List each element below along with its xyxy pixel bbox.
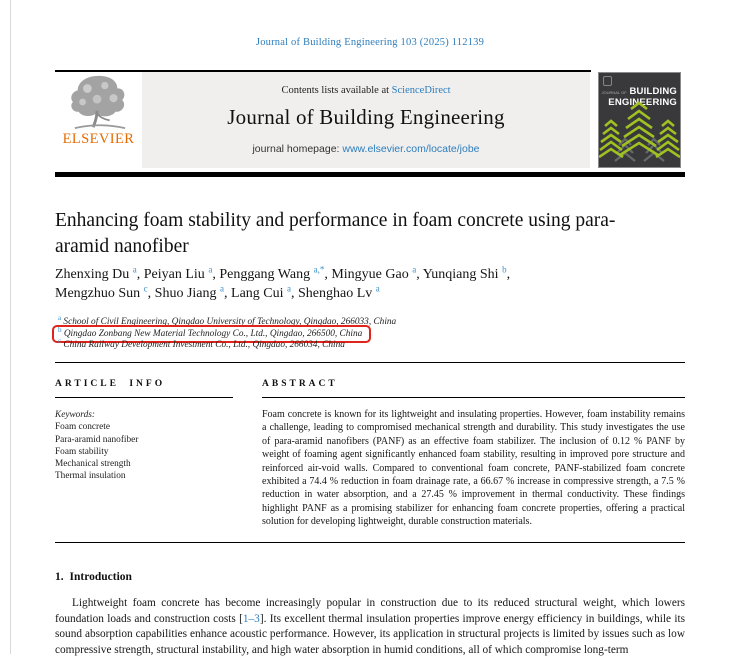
affiliation: $^b$ Qingdao Zonbang New Material Technology Co., Ltd., Qingdao, 266500, China	[56, 329, 398, 341]
author-name: Penggang Wang $^{a,*}$,	[219, 264, 332, 282]
keyword: Para-aramid nanofiber	[55, 434, 139, 445]
author-name: Shenghao Lv $^a$	[298, 283, 380, 301]
article-title: Enhancing foam stability and performance in foam concrete using para-aramid nanofiber	[55, 210, 616, 257]
journal-cover-thumbnail	[598, 72, 681, 168]
reference-link[interactable]: 1–3	[242, 612, 260, 625]
page-edge-divider	[10, 0, 11, 654]
homepage-prefix: journal homepage:	[252, 143, 343, 155]
article-info-section	[55, 379, 233, 483]
keyword: Thermal insulation	[55, 471, 126, 482]
abstract-bottom-rule	[55, 542, 685, 543]
elsevier-logo[interactable]	[55, 73, 142, 169]
sciencedirect-link[interactable]: ScienceDirect	[391, 85, 451, 96]
keyword-list	[55, 421, 233, 482]
author-name: Mengzhuo Sun $^c$,	[55, 283, 155, 301]
author-name: Zhenxing Du $^a$,	[55, 264, 144, 282]
introduction-paragraph	[55, 596, 685, 659]
article-info-rule	[55, 397, 233, 398]
abstract-heading: ABSTRACT	[262, 379, 338, 389]
keywords-label: Keywords:	[55, 410, 95, 420]
abstract-section	[262, 379, 685, 529]
introduction-heading: 1. Introduction	[55, 571, 132, 583]
intro-text-after: ]. Its excellent thermal insulation properties improve energy efficiency in buildings, while its sound absorption capabilities enhance acoustic performance. However, its application in structural projects is limited by issues such as low compressive strength, structural instability, and high water absorption in humid conditions, all of which compromise long-term	[55, 612, 685, 657]
abstract-text: Foam concrete is known for its lightweight and insulating properties. However, foam instability remains a challenge, leading to compromised mechanical strength and durability. This study investigates the use of para-aramid nanofibers (PANF) as an effective foam stabilizer. The inclusion of 0.12 % PANF by weight of foaming agent significantly enhanced foam stability, resulting in improved pore structure and reinforced air-void walls. Compared to conventional foam concrete, PANF-stabilized foam concrete exhibited a 74.4 % reduction in foam drainage rate, a 66.67 % increase in compressive strength, a 7.5 % reduction in water absorption, and a 27.45 % improvement in thermal conductivity. These findings highlight PANF as a promising stabilizer for enhancing foam concrete properties, offering a practical solution for developing lightweight, durable construction materials.	[262, 409, 685, 528]
cover-title-line2: ENGINEERING	[608, 96, 677, 108]
affiliation: $^c$ China Railway Development Investment Co., Ltd., Qingdao, 266034, China	[58, 337, 345, 351]
author-name: Lang Cui $^a$,	[231, 283, 299, 301]
cover-elsevier-mark-icon	[603, 76, 612, 86]
cover-journal-of: JOURNAL OF	[601, 90, 627, 95]
elsevier-tree-icon	[65, 74, 133, 132]
cover-title-line1: BUILDING	[629, 86, 677, 97]
homepage-line	[142, 143, 590, 155]
abstract-rule	[262, 397, 685, 398]
affiliation-list	[56, 313, 398, 352]
elsevier-wordmark: ELSEVIER	[62, 131, 135, 147]
author-name: Peiyan Liu $^a$,	[143, 264, 220, 282]
article-info-heading: ARTICLE INFO	[55, 379, 166, 389]
intro-text-before: Lightweight foam concrete has become increasingly popular in construction due to its reduced structural weight, which lowers foundation loads and construction costs [	[55, 597, 685, 625]
section-divider-rule	[55, 362, 685, 363]
contents-prefix: Contents lists available at	[281, 85, 392, 96]
contents-list-line	[142, 85, 590, 96]
homepage-url-link[interactable]: www.elsevier.com/locate/jobe	[342, 143, 480, 155]
author-name: Shuo Jiang $^a$,	[154, 283, 232, 301]
keyword: Mechanical strength	[55, 459, 131, 470]
affiliation: $^a$ School of Civil Engineering, Qingdao University of Technology, Qingdao, 266033, China	[58, 313, 397, 327]
journal-masthead	[142, 72, 590, 168]
keyword: Foam stability	[55, 446, 109, 457]
journal-citation-link[interactable]: Journal of Building Engineering 103 (2025) 112139	[255, 37, 485, 48]
author-name: Mingyue Gao $^a$,	[331, 264, 423, 282]
journal-title: Journal of Building Engineering	[227, 105, 505, 129]
author-name: Yunqiang Shi $^b$,	[422, 264, 511, 282]
author-list	[55, 265, 655, 303]
header-thick-rule	[55, 172, 685, 177]
cover-trees-icon	[599, 101, 680, 165]
keyword: Foam concrete	[55, 422, 110, 433]
